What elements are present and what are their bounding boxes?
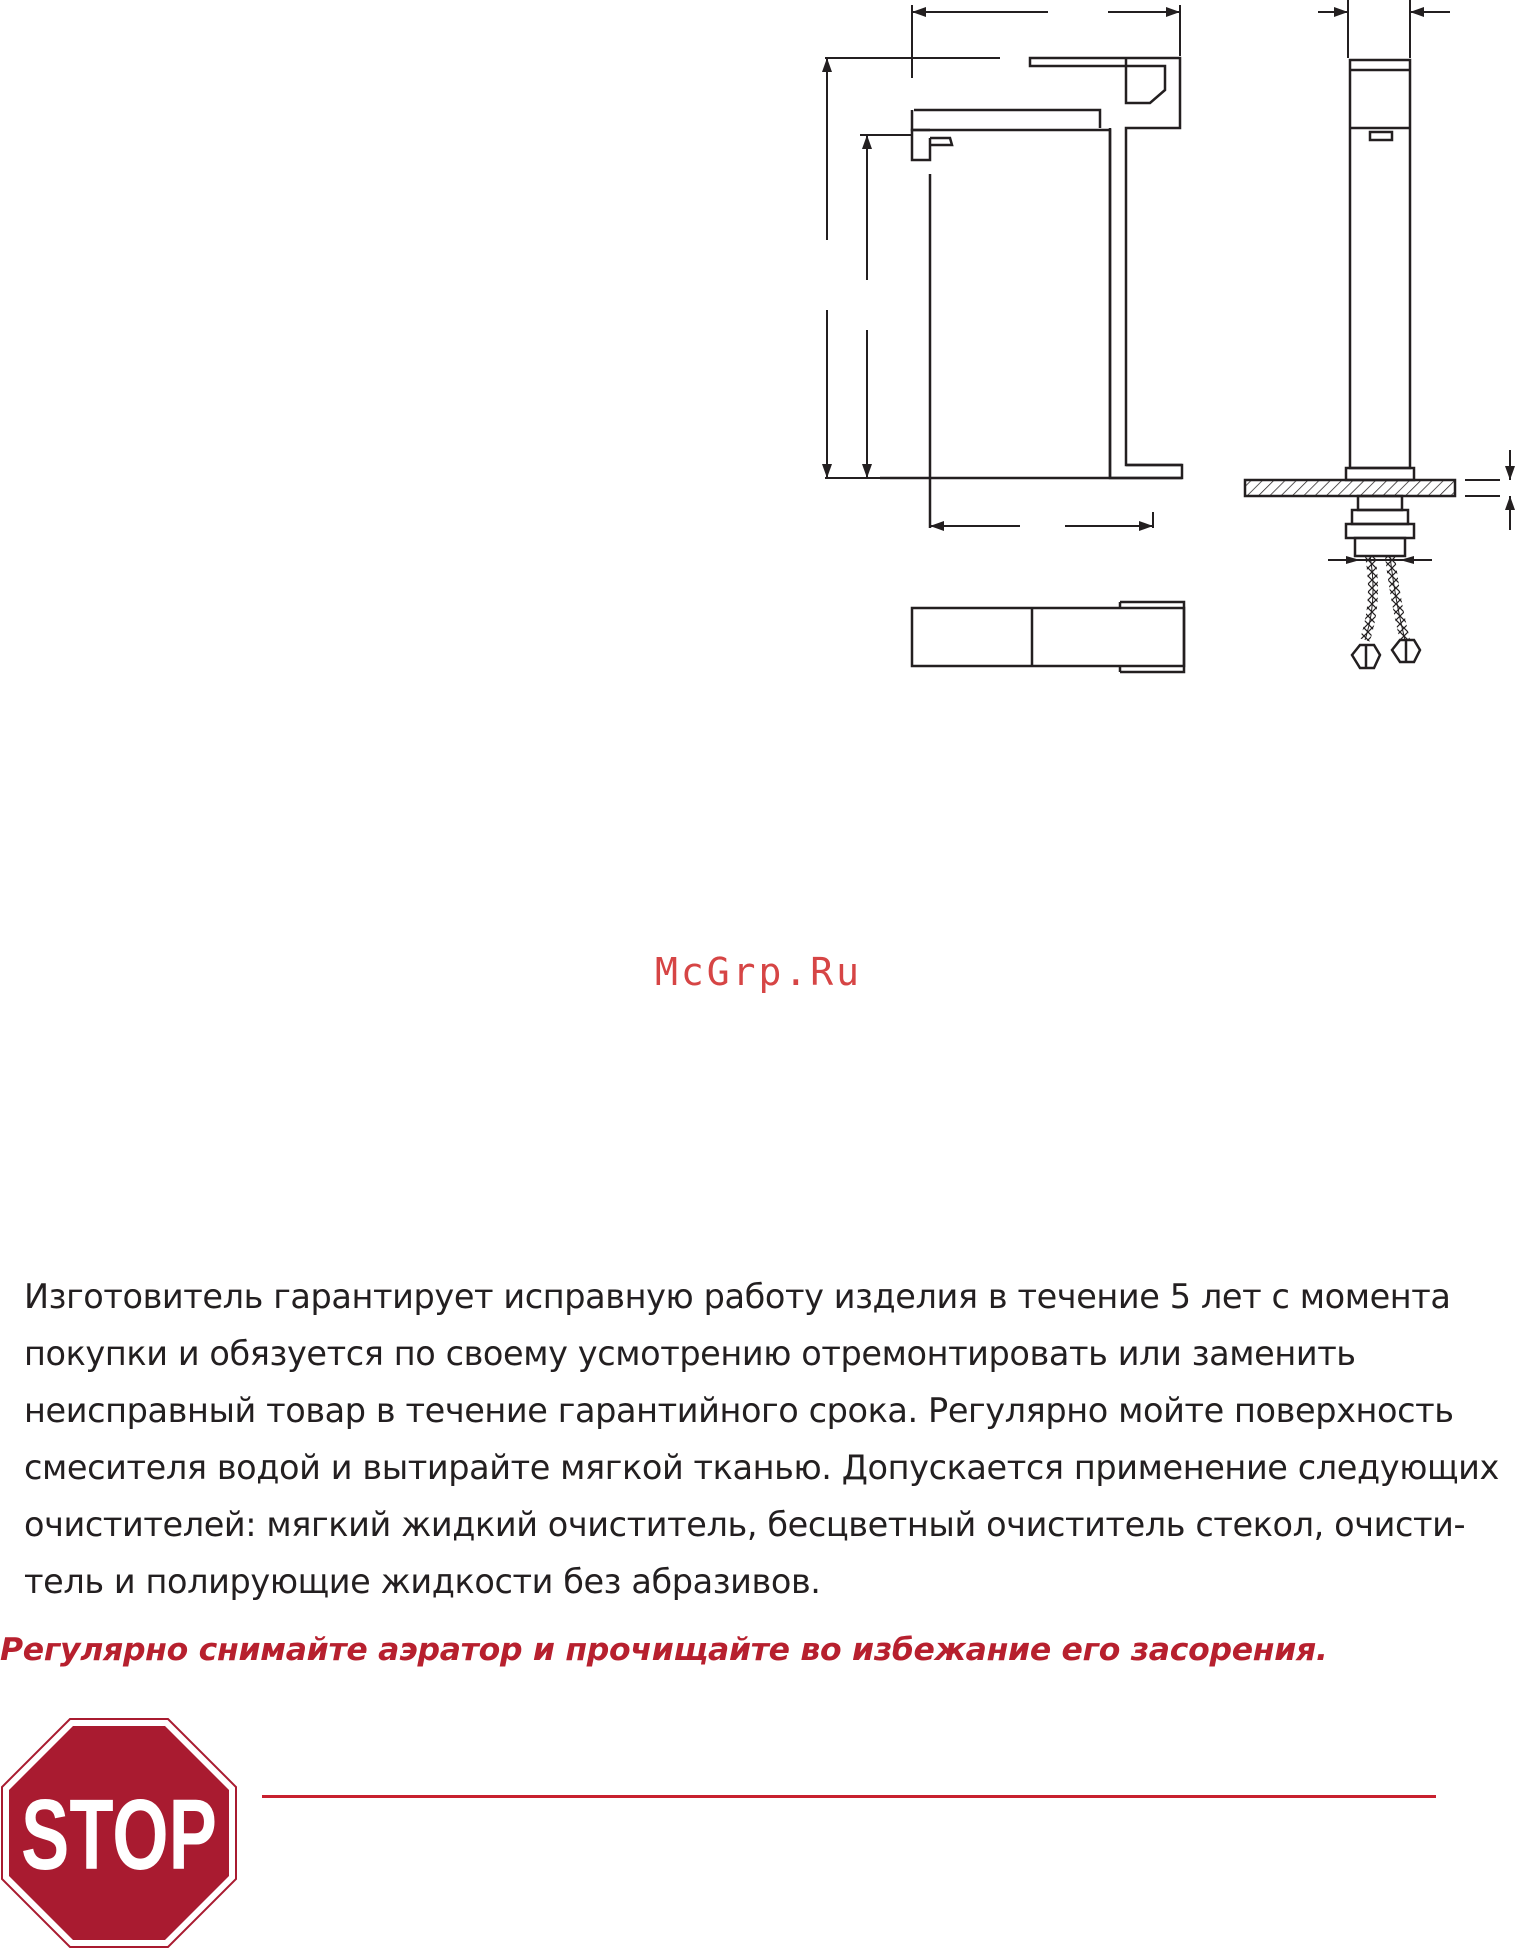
paragraph-line: покупки и обязуется по своему усмотрению отремонтировать или заменить xyxy=(24,1334,1356,1373)
stop-sign-label: STOP xyxy=(21,1779,217,1891)
faucet-technical-drawing xyxy=(0,0,1517,700)
stop-sign-icon xyxy=(0,1717,240,1949)
warranty-paragraph xyxy=(24,1268,1504,1610)
aerator-warning: Регулярно снимайте аэратор и прочищайте во избежание его засорения. xyxy=(0,1632,1328,1668)
side-view xyxy=(1245,0,1515,668)
paragraph-line: тель и полирующие жидкости без абразивов. xyxy=(24,1562,821,1601)
red-divider xyxy=(262,1795,1436,1798)
paragraph-line: неисправный товар в течение гарантийного срока. Регулярно мойте поверхность xyxy=(24,1391,1454,1430)
top-view xyxy=(912,602,1184,672)
watermark: McGrp.Ru xyxy=(654,950,863,994)
front-view xyxy=(822,5,1182,531)
paragraph-line: смесителя водой и вытирайте мягкой тканью. Допускается применение следующих xyxy=(24,1448,1499,1487)
paragraph-line: Изготовитель гарантирует исправную работу изделия в течение 5 лет с момента xyxy=(24,1277,1451,1316)
paragraph-line: очистителей: мягкий жидкий очиститель, бесцветный очиститель стекол, очисти- xyxy=(24,1505,1466,1544)
